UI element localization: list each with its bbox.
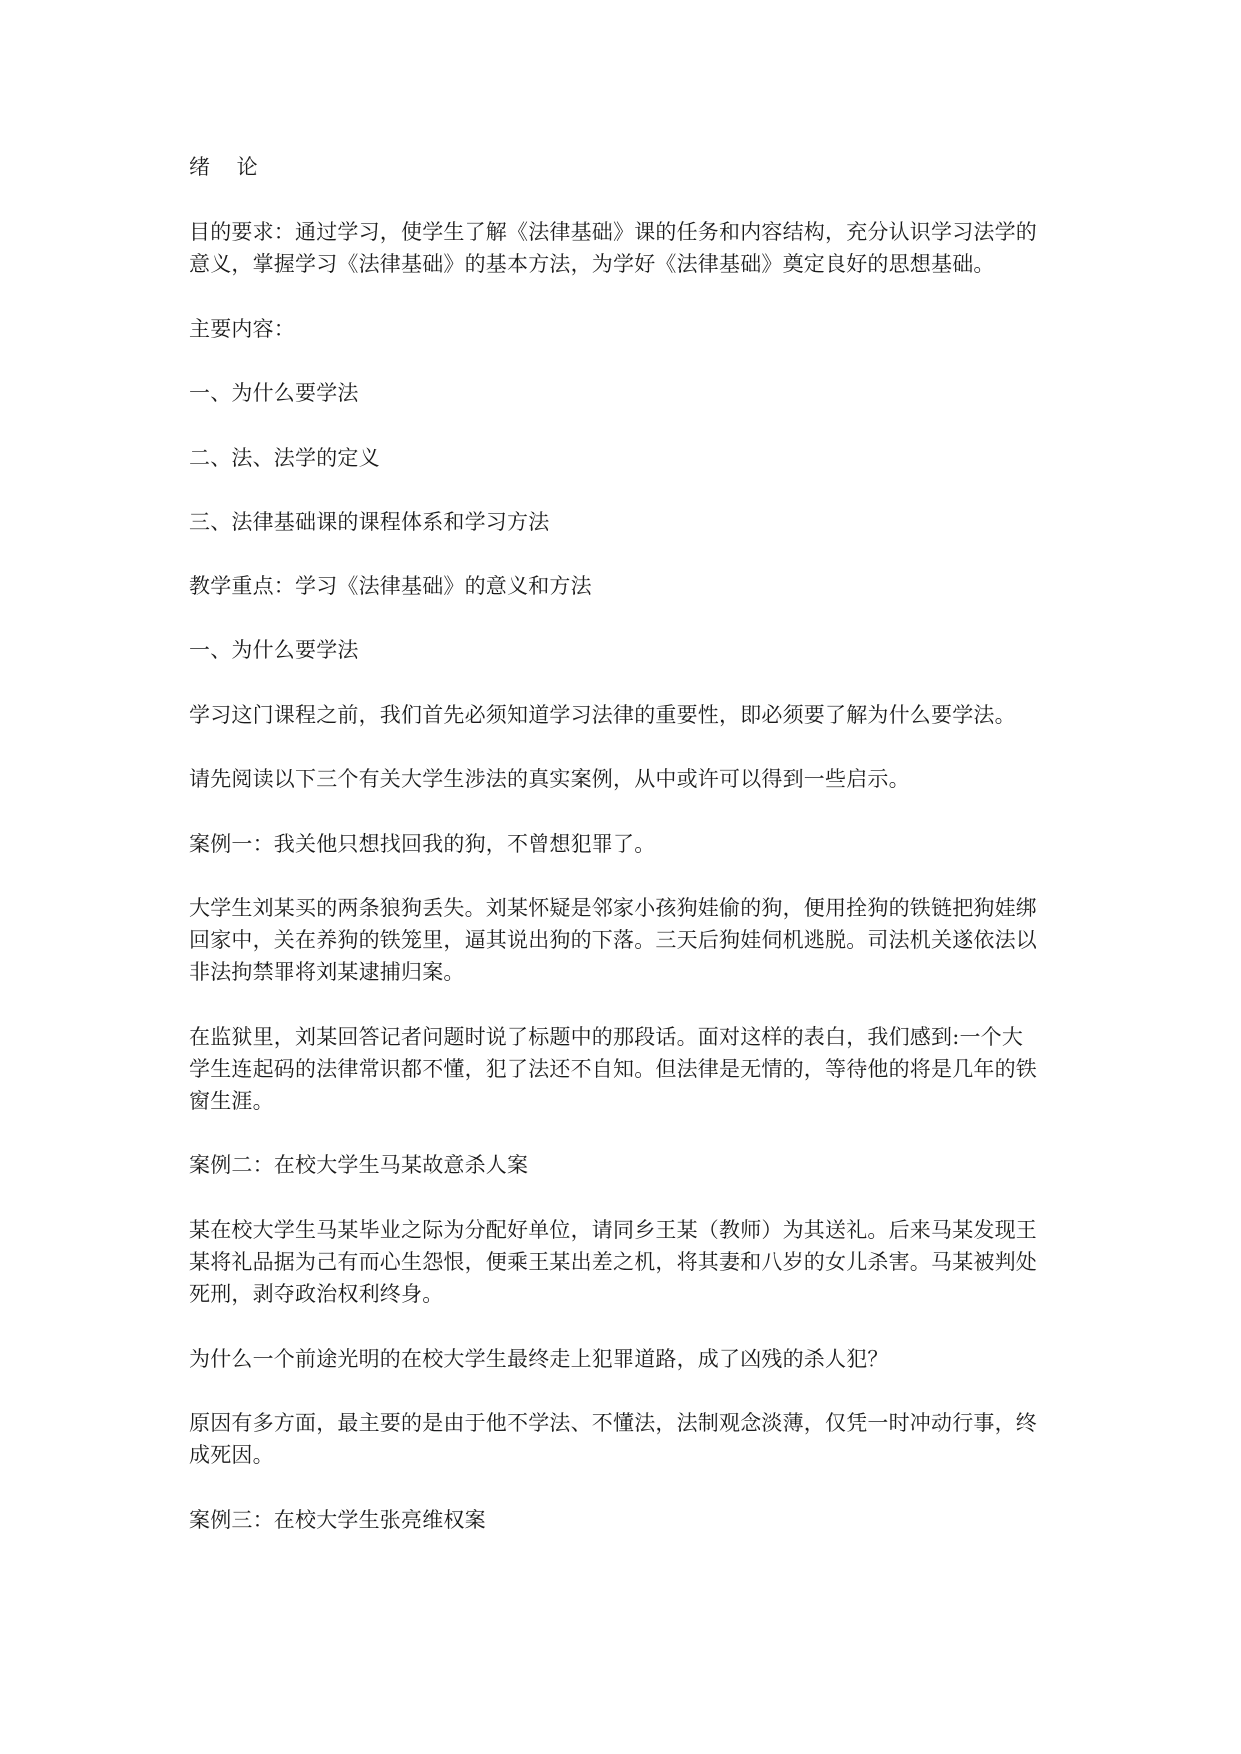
case-three-heading <box>189 1504 1069 1536</box>
case-one-body <box>189 892 1069 988</box>
objective-line: 目的要求：通过学习，使学生了解《法律基础》课的任务和内容结构，充分认识学习法学的 <box>189 220 1037 244</box>
outline-item-text: 三、法律基础课的课程体系和学习方法 <box>189 510 550 534</box>
case-one-body-line: 非法拘禁罪将刘某逮捕归案。 <box>189 960 465 984</box>
key-point-text: 教学重点：学习《法律基础》的意义和方法 <box>189 574 592 598</box>
section-one-heading <box>189 634 1069 666</box>
case-one-comment-line: 在监狱里，刘某回答记者问题时说了标题中的那段话。面对这样的表白，我们感到:一个大 <box>189 1025 1024 1049</box>
document-title <box>189 151 1069 183</box>
case-three-heading-text: 案例三：在校大学生张亮维权案 <box>189 1508 486 1532</box>
key-point <box>189 570 1069 602</box>
objective-line: 意义，掌握学习《法律基础》的基本方法，为学好《法律基础》奠定良好的思想基础。 <box>189 252 995 276</box>
case-two-body-line: 某将礼品据为己有而心生怨恨，便乘王某出差之机，将其妻和八岁的女儿杀害。马某被判处 <box>189 1250 1037 1274</box>
outline-item <box>189 377 1069 409</box>
case-one-body-line: 回家中，关在养狗的铁笼里，逼其说出狗的下落。三天后狗娃伺机逃脱。司法机关遂依法以 <box>189 928 1037 952</box>
case-two-question <box>189 1343 1069 1375</box>
objective-paragraph <box>189 216 1069 280</box>
case-one-body-line: 大学生刘某买的两条狼狗丢失。刘某怀疑是邻家小孩狗娃偷的狗，便用拴狗的铁链把狗娃绑 <box>189 896 1037 920</box>
case-two-heading <box>189 1149 1069 1181</box>
case-one-heading <box>189 828 1069 860</box>
outline-item-text: 一、为什么要学法 <box>189 381 359 405</box>
case-two-body-line: 某在校大学生马某毕业之际为分配好单位，请同乡王某（教师）为其送礼。后来马某发现王 <box>189 1218 1037 1242</box>
document-title-text: 绪 论 <box>189 155 268 179</box>
read-cases-paragraph-text: 请先阅读以下三个有关大学生涉法的真实案例，从中或许可以得到一些启示。 <box>189 767 910 791</box>
case-one-heading-text: 案例一：我关他只想找回我的狗，不曾想犯罪了。 <box>189 832 656 856</box>
case-two-heading-text: 案例二：在校大学生马某故意杀人案 <box>189 1153 529 1177</box>
read-cases-paragraph <box>189 763 1069 795</box>
case-one-comment <box>189 1021 1069 1117</box>
case-two-body-line: 死刑，剥夺政治权利终身。 <box>189 1282 444 1306</box>
case-two-answer-line: 原因有多方面，最主要的是由于他不学法、不懂法，法制观念淡薄，仅凭一时冲动行事，终 <box>189 1411 1037 1435</box>
case-two-answer <box>189 1407 1069 1471</box>
intro-paragraph-text: 学习这门课程之前，我们首先必须知道学习法律的重要性，即必须要了解为什么要学法。 <box>189 703 1016 727</box>
case-two-answer-line: 成死因。 <box>189 1443 274 1467</box>
main-content-label <box>189 313 1069 345</box>
outline-item <box>189 506 1069 538</box>
outline-item <box>189 442 1069 474</box>
case-two-question-text: 为什么一个前途光明的在校大学生最终走上犯罪道路，成了凶残的杀人犯？ <box>189 1347 889 1371</box>
section-one-heading-text: 一、为什么要学法 <box>189 638 359 662</box>
case-two-body <box>189 1214 1069 1310</box>
case-one-comment-line: 学生连起码的法律常识都不懂，犯了法还不自知。但法律是无情的，等待他的将是几年的铁 <box>189 1057 1037 1081</box>
outline-item-text: 二、法、法学的定义 <box>189 446 380 470</box>
intro-paragraph <box>189 699 1069 731</box>
case-one-comment-line: 窗生涯。 <box>189 1089 274 1113</box>
main-content-label-text: 主要内容： <box>189 317 295 341</box>
